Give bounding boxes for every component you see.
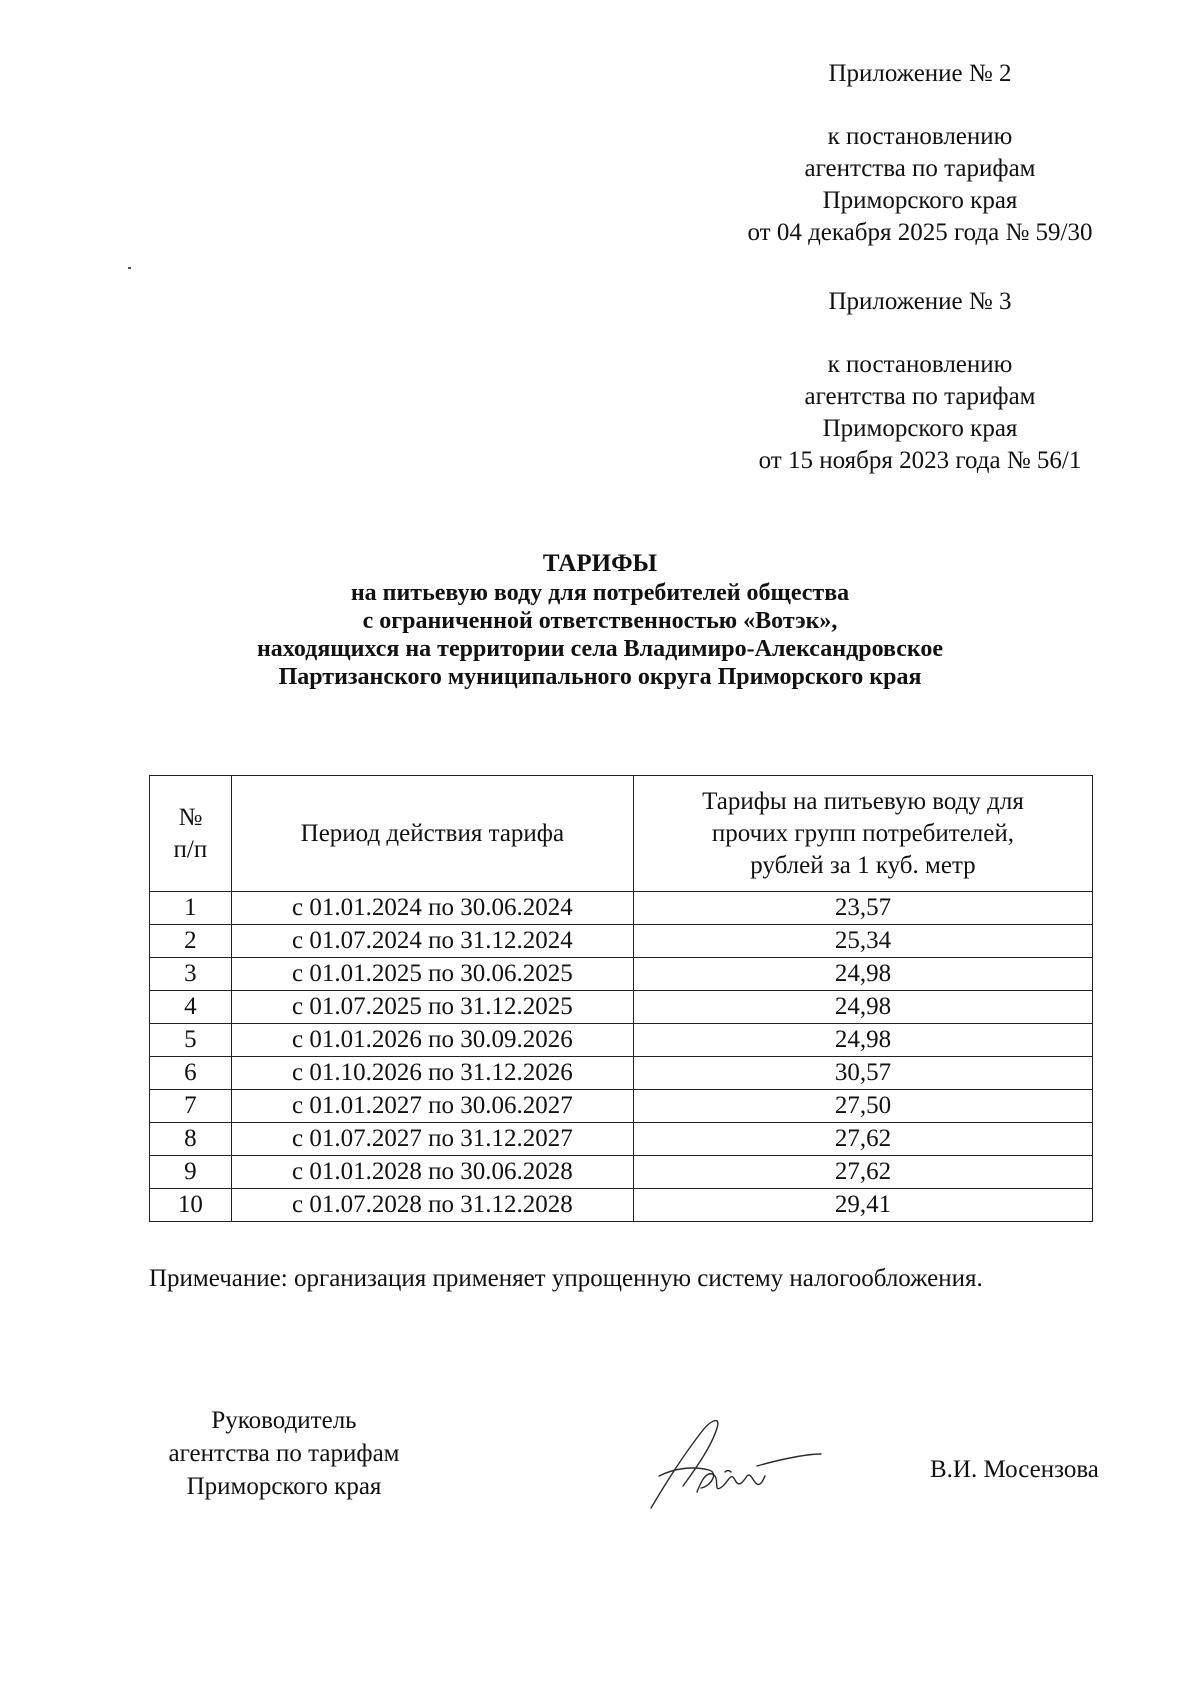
annex-current-number: Приложение № 2 bbox=[828, 60, 1012, 87]
row-number: 4 bbox=[150, 991, 232, 1024]
annex-current-header bbox=[700, 58, 1140, 249]
row-tariff: 27,62 bbox=[633, 1123, 1092, 1156]
scan-speck bbox=[128, 267, 131, 269]
row-number: 1 bbox=[150, 892, 232, 925]
row-period: с 01.01.2025 по 30.06.2025 bbox=[231, 958, 633, 991]
table-row bbox=[150, 925, 1093, 958]
annex-original-number: Приложение № 3 bbox=[828, 288, 1012, 315]
header-tariff-line-3: рублей за 1 куб. метр bbox=[750, 851, 976, 879]
row-tariff: 27,50 bbox=[633, 1090, 1092, 1123]
annex-current-agency: агентства по тарифам bbox=[804, 155, 1036, 182]
header-number-line-2: п/п bbox=[173, 835, 208, 863]
table-row bbox=[150, 892, 1093, 925]
signer-title: Руководитель bbox=[211, 1407, 357, 1434]
row-number: 6 bbox=[150, 1057, 232, 1090]
row-tariff: 27,62 bbox=[633, 1156, 1092, 1189]
tariff-table bbox=[149, 775, 1093, 1222]
row-tariff: 30,57 bbox=[633, 1057, 1092, 1090]
row-number: 7 bbox=[150, 1090, 232, 1123]
row-number: 2 bbox=[150, 925, 232, 958]
row-tariff: 29,41 bbox=[633, 1189, 1092, 1222]
row-tariff: 25,34 bbox=[633, 925, 1092, 958]
row-period: с 01.07.2028 по 31.12.2028 bbox=[231, 1189, 633, 1222]
row-period: с 01.07.2025 по 31.12.2025 bbox=[231, 991, 633, 1024]
row-period: с 01.07.2027 по 31.12.2027 bbox=[231, 1123, 633, 1156]
row-number: 3 bbox=[150, 958, 232, 991]
signer-region: Приморского края bbox=[186, 1473, 382, 1500]
annex-current-ref: к постановлению bbox=[827, 123, 1013, 150]
tax-note: Примечание: организация применяет упрощенную систему налогообложения. bbox=[149, 1265, 983, 1292]
title-main: ТАРИФЫ bbox=[542, 550, 658, 577]
row-number: 5 bbox=[150, 1024, 232, 1057]
title-line-3: находящихся на территории села Владимиро-Александровское bbox=[256, 636, 944, 662]
header-number bbox=[150, 776, 232, 892]
row-number: 9 bbox=[150, 1156, 232, 1189]
header-tariff-line-2: прочих групп потребителей, bbox=[711, 819, 1014, 847]
annex-original-ref: к постановлению bbox=[827, 351, 1013, 378]
annex-original-header bbox=[700, 286, 1140, 477]
row-number: 10 bbox=[150, 1189, 232, 1222]
row-period: с 01.10.2026 по 31.12.2026 bbox=[231, 1057, 633, 1090]
row-number: 8 bbox=[150, 1123, 232, 1156]
header-number-line-1: № bbox=[178, 803, 203, 831]
document-title bbox=[100, 549, 1100, 691]
row-tariff: 24,98 bbox=[633, 991, 1092, 1024]
table-row bbox=[150, 1090, 1093, 1123]
title-line-2: с ограниченной ответственностью «Вотэк», bbox=[362, 608, 838, 634]
annex-current-region: Приморского края bbox=[822, 187, 1018, 214]
row-period: с 01.01.2024 по 30.06.2024 bbox=[231, 892, 633, 925]
row-tariff: 24,98 bbox=[633, 958, 1092, 991]
row-period: с 01.01.2028 по 30.06.2028 bbox=[231, 1156, 633, 1189]
table-row bbox=[150, 1057, 1093, 1090]
signer-position bbox=[134, 1404, 434, 1503]
table-row bbox=[150, 1123, 1093, 1156]
row-period: с 01.01.2027 по 30.06.2027 bbox=[231, 1090, 633, 1123]
table-row bbox=[150, 958, 1093, 991]
header-period: Период действия тарифа bbox=[231, 776, 633, 892]
handwritten-signature bbox=[645, 1400, 825, 1515]
table-row bbox=[150, 1156, 1093, 1189]
header-tariff-line-1: Тарифы на питьевую воду для bbox=[702, 787, 1024, 815]
row-tariff: 24,98 bbox=[633, 1024, 1092, 1057]
annex-original-date: от 15 ноября 2023 года № 56/1 bbox=[758, 447, 1082, 474]
signer-agency: агентства по тарифам bbox=[168, 1440, 400, 1467]
annex-current-date: от 04 декабря 2025 года № 59/30 bbox=[747, 219, 1093, 246]
row-tariff: 23,57 bbox=[633, 892, 1092, 925]
title-line-4: Партизанского муниципального округа Приморского края bbox=[278, 664, 922, 690]
row-period: с 01.01.2026 по 30.09.2026 bbox=[231, 1024, 633, 1057]
annex-original-agency: агентства по тарифам bbox=[804, 383, 1036, 410]
table-row bbox=[150, 991, 1093, 1024]
row-period: с 01.07.2024 по 31.12.2024 bbox=[231, 925, 633, 958]
title-line-1: на питьевую воду для потребителей общества bbox=[350, 580, 850, 606]
annex-original-region: Приморского края bbox=[822, 415, 1018, 442]
table-row bbox=[150, 1189, 1093, 1222]
signer-name: В.И. Мосензова bbox=[930, 1456, 1099, 1483]
table-header-row bbox=[150, 776, 1093, 892]
table-row bbox=[150, 1024, 1093, 1057]
header-tariff bbox=[633, 776, 1092, 892]
